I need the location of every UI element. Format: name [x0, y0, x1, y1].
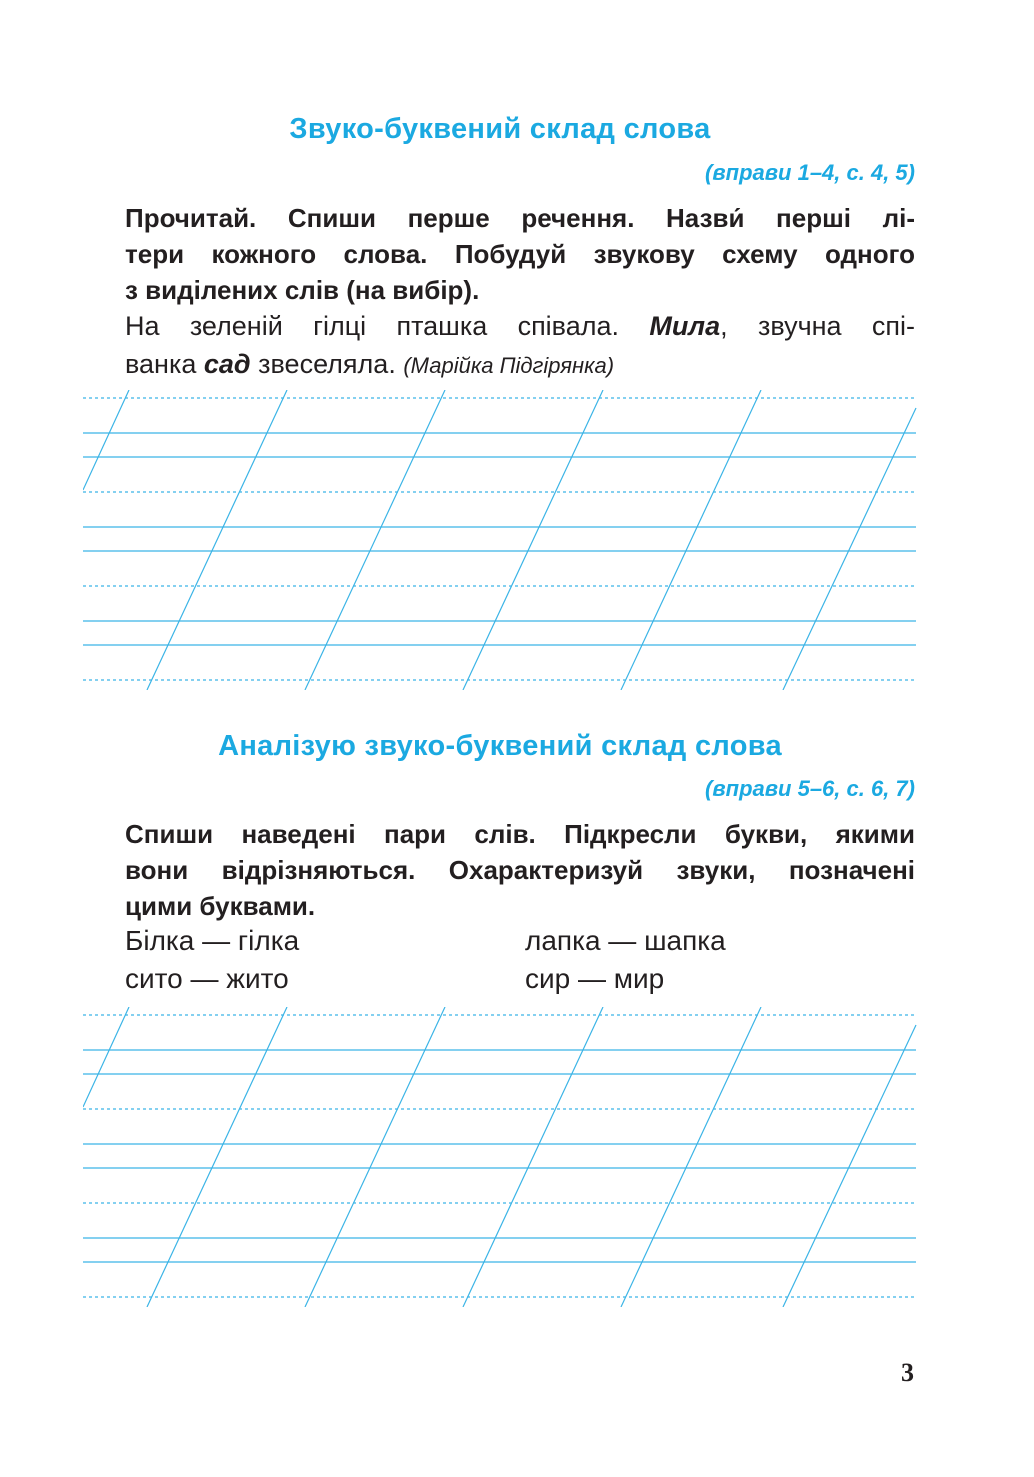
section1-exercises-ref: (вправи 1–4, с. 4, 5) [705, 160, 915, 185]
section2-task [125, 816, 915, 924]
section1-task-line-3: з виділених слів (на вибір). [125, 275, 480, 305]
section1-task-line-2: тери кожного слова. Побудуй звукову схему одного [125, 239, 915, 269]
writing-grid-2[interactable] [83, 1007, 918, 1307]
poem-line-2: ванка сад звеселяла. (Марійка Підгірянка) [125, 349, 615, 379]
highlighted-word-2: сад [203, 349, 251, 379]
poem-source: (Марійка Підгірянка) [403, 353, 615, 378]
section1-poem-text [125, 307, 915, 385]
section2-task-line-1: Спиши наведені пари слів. Підкресли букви, якими [125, 819, 915, 849]
section2-task-line-2: вони відрізняються. Охарактеризуй звуки, позначені [125, 855, 915, 885]
highlighted-word-1: Мила [649, 311, 721, 341]
word-pairs-row [125, 960, 925, 998]
word-pair: Білка — гілка [125, 925, 300, 956]
section1-task-line-1: Прочитай. Спиши перше речення. Назви́ перші лі- [125, 203, 915, 233]
section1-title: Звуко-буквений склад слова [289, 113, 711, 145]
section1-task [125, 200, 915, 308]
section2-exercises-ref: (вправи 5–6, с. 6, 7) [705, 776, 915, 801]
poem-line-1: На зеленій гілці пташка співала. Мила, звучна спі- [125, 311, 915, 341]
writing-grid-1[interactable] [83, 390, 918, 690]
word-pair: сир — мир [525, 963, 665, 994]
word-pairs-row [125, 922, 925, 960]
word-pair: сито — жито [125, 963, 289, 994]
page-number: 3 [901, 1358, 914, 1387]
word-pair: лапка — шапка [525, 925, 726, 956]
section2-title: Аналізую звуко-буквений склад слова [218, 730, 782, 762]
section2-task-line-3: цими буквами. [125, 891, 316, 921]
word-pairs [125, 922, 925, 998]
